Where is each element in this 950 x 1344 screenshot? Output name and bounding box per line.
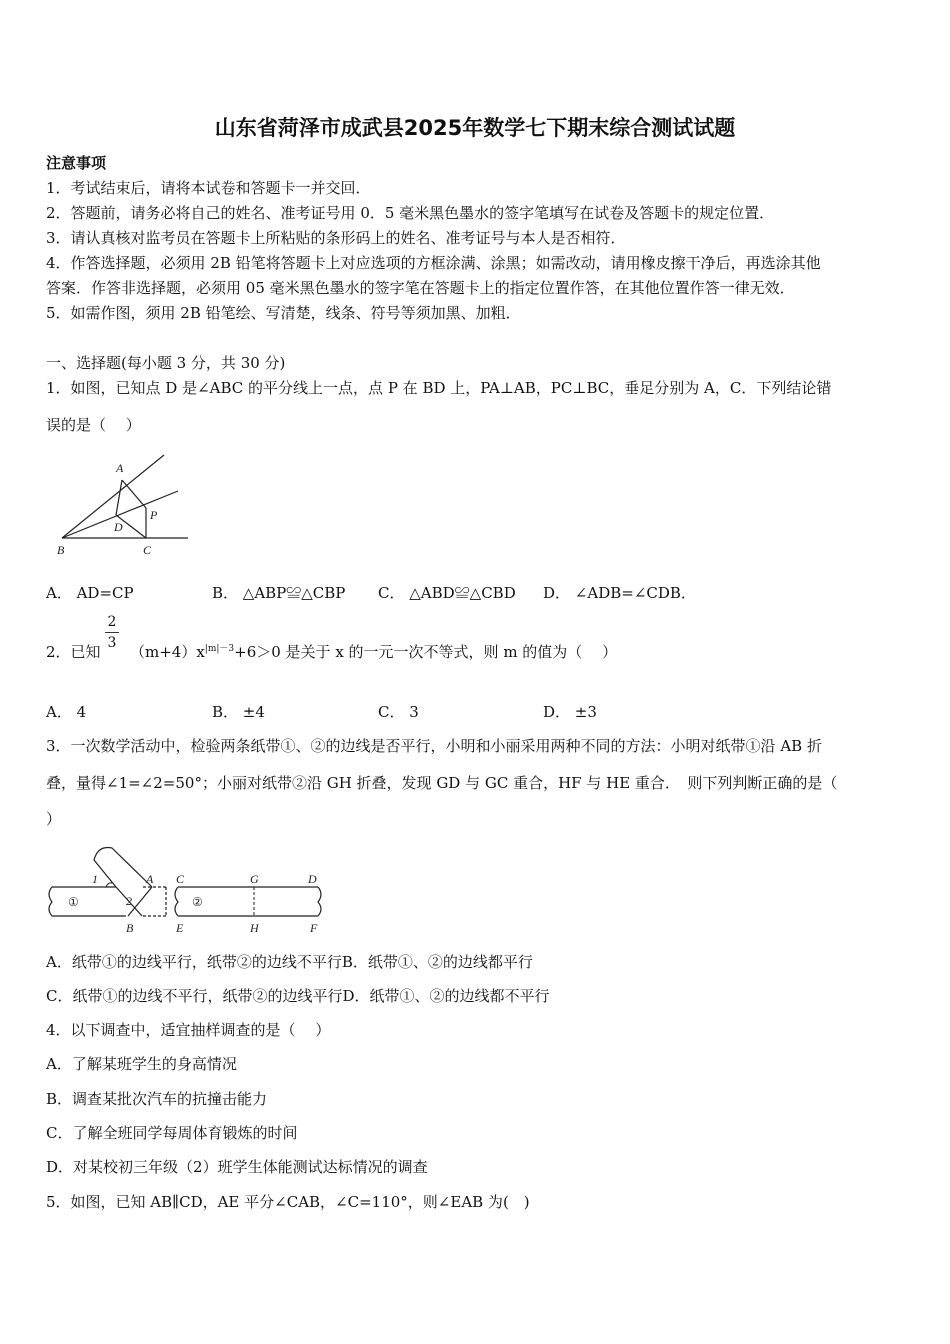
q3-label-g: G <box>250 872 259 886</box>
q2-option-a[interactable]: A． 4 <box>46 703 87 721</box>
page-title: 山东省菏泽市成武县2025年数学七下期末综合测试试题 <box>214 116 736 140</box>
q2-option-d[interactable]: D． ±3 <box>543 703 597 721</box>
section-heading: 一、选择题(每小题 3 分，共 30 分) <box>46 354 286 372</box>
q1-label-p: P <box>150 508 158 522</box>
q2-number: 2．已知 <box>46 643 101 661</box>
q3-figure <box>46 842 331 937</box>
q3-label-c: C <box>176 872 185 886</box>
q2-fraction-numerator: 2 <box>107 614 117 630</box>
q1-label-c: C <box>143 543 152 557</box>
notice-item: 2．答题前，请务必将自己的姓名、准考证号用 0．5 毫米黑色墨水的签字笔填写在试卷及答题卡的规定位置． <box>46 204 775 222</box>
notice-heading: 注意事项 <box>46 154 107 172</box>
q1-stem: 1．如图，已知点 D 是∠ABC 的平分线上一点，点 P 在 BD 上，PA⊥AB，PC⊥BC，垂足分别为 A，C．下列结论错 <box>46 379 832 397</box>
q3-label-a: A <box>146 872 154 886</box>
q2-expression: （m+4）x <box>130 643 205 661</box>
q2-fraction <box>104 612 120 653</box>
q1-option-a[interactable]: A． AD=CP <box>46 584 134 602</box>
q3-label-2: 2 <box>126 894 132 908</box>
q2-stem-tail: +6＞0 是关于 x 的一元一次不等式，则 m 的值为（ ） <box>234 643 618 661</box>
q1-option-c[interactable]: C． △ABD≌△CBD <box>378 584 516 602</box>
q3-strip-1: ① <box>68 895 79 909</box>
q4-option-b[interactable]: B．调查某批次汽车的抗撞击能力 <box>46 1090 268 1108</box>
q3-option-a[interactable]: A．纸带①的边线平行，纸带②的边线不平行 <box>46 953 342 971</box>
q1-option-b[interactable]: B． △ABP≌△CBP <box>212 584 346 602</box>
q3-strip-2: ② <box>192 895 203 909</box>
notice-item: 5．如需作图，须用 2B 铅笔绘、写清楚，线条、符号等须加黑、加粗． <box>46 304 521 322</box>
q3-label-f: F <box>310 921 318 935</box>
q4-option-c[interactable]: C．了解全班同学每周体育锻炼的时间 <box>46 1124 298 1142</box>
q1-stem-cont: 误的是（ ） <box>46 416 141 434</box>
q3-label-e: E <box>176 921 184 935</box>
notice-item: 答案．作答非选择题，必须用 05 毫米黑色墨水的签字笔在答题卡上的指定位置作答，在其他位置作答一律无效． <box>46 279 795 297</box>
q1-option-d[interactable]: D． ∠ADB=∠CDB． <box>543 584 696 602</box>
q3-option-d[interactable]: D．纸带①、②的边线都不平行 <box>342 987 550 1005</box>
q1-label-a: A <box>116 461 124 475</box>
q3-option-b[interactable]: B．纸带①、②的边线都平行 <box>341 953 533 971</box>
q2-exponent: |m|－3 <box>204 644 235 654</box>
q4-option-a[interactable]: A．了解某班学生的身高情况 <box>46 1055 237 1073</box>
q3-stem-cont: 叠，量得∠1=∠2=50°；小丽对纸带②沿 GH 折叠，发现 GD 与 GC 重合，HF 与 HE 重合． 则下列判断正确的是（ <box>46 774 838 792</box>
q4-option-d[interactable]: D．对某校初三年级（2）班学生体能测试达标情况的调查 <box>46 1158 428 1176</box>
notice-item: 1．考试结束后，请将本试卷和答题卡一并交回． <box>46 179 371 197</box>
q3-stem-end: ） <box>46 810 62 828</box>
notice-item: 4．作答选择题，必须用 2B 铅笔将答题卡上对应选项的方框涂满、涂黑；如需改动，请用橡皮擦干净后，再选涂其他 <box>46 254 821 272</box>
q3-stem: 3．一次数学活动中，检验两条纸带①、②的边线是否平行，小明和小丽采用两种不同的方法：小明对纸带①沿 AB 折 <box>46 737 822 755</box>
q1-figure <box>46 452 196 562</box>
q2-option-b[interactable]: B． ±4 <box>212 703 265 721</box>
q2-stem <box>130 641 617 662</box>
q3-label-1: 1 <box>92 872 98 886</box>
q3-option-row2 <box>46 985 550 1006</box>
q3-label-h: H <box>250 921 259 935</box>
q3-option-row1 <box>46 951 533 972</box>
q3-option-c[interactable]: C．纸带①的边线不平行，纸带②的边线平行 <box>46 987 343 1005</box>
q2-fraction-denominator: 3 <box>107 635 117 651</box>
q4-stem: 4．以下调查中，适宜抽样调查的是（ ） <box>46 1021 331 1039</box>
q1-label-b: B <box>57 543 65 557</box>
q3-label-b: B <box>126 921 134 935</box>
q3-label-d: D <box>308 872 317 886</box>
q2-option-c[interactable]: C． 3 <box>378 703 419 721</box>
q1-label-d: D <box>114 520 123 534</box>
q5-stem: 5．如图，已知 AB∥CD，AE 平分∠CAB，∠C=110°，则∠EAB 为( ) <box>46 1193 530 1211</box>
notice-item: 3．请认真核对监考员在答题卡上所粘贴的条形码上的姓名、准考证号与本人是否相符． <box>46 229 626 247</box>
